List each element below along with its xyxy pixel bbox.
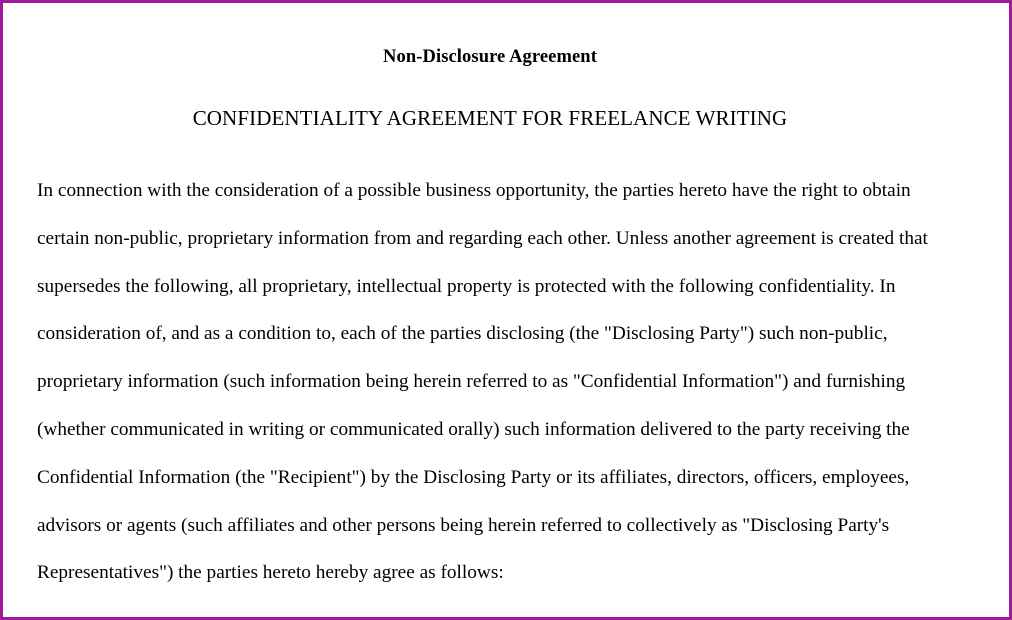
document-page bbox=[3, 3, 1009, 617]
document-title: Non-Disclosure Agreement bbox=[383, 47, 597, 67]
document-subtitle: CONFIDENTIALITY AGREEMENT FOR FREELANCE WRITING bbox=[192, 106, 788, 130]
body-paragraph: In connection with the consideration of a possible business opportunity, the parties hereto have the right to obtain certain non-public, proprietary information from and regarding each other. Unless another agreement is created that supersedes the following, all proprietary, intellectual property is protected with the following confidentiality. In consideration of, and as a condition to, each of the parties disclosing (the "Disclosing Party") such non-public, proprietary information (such information being herein referred to as "Confidential Information") and furnishing (whether communicated in writing or communicated orally) such information delivered to the party receiving the Confidential Information (the "Recipient") by the Disclosing Party or its affiliates, directors, officers, employees, advisors or agents (such affiliates and other persons being herein referred to collectively as "Disclosing Party's Representatives") the parties hereto hereby agree as follows: bbox=[37, 180, 928, 584]
document-body bbox=[37, 167, 943, 597]
